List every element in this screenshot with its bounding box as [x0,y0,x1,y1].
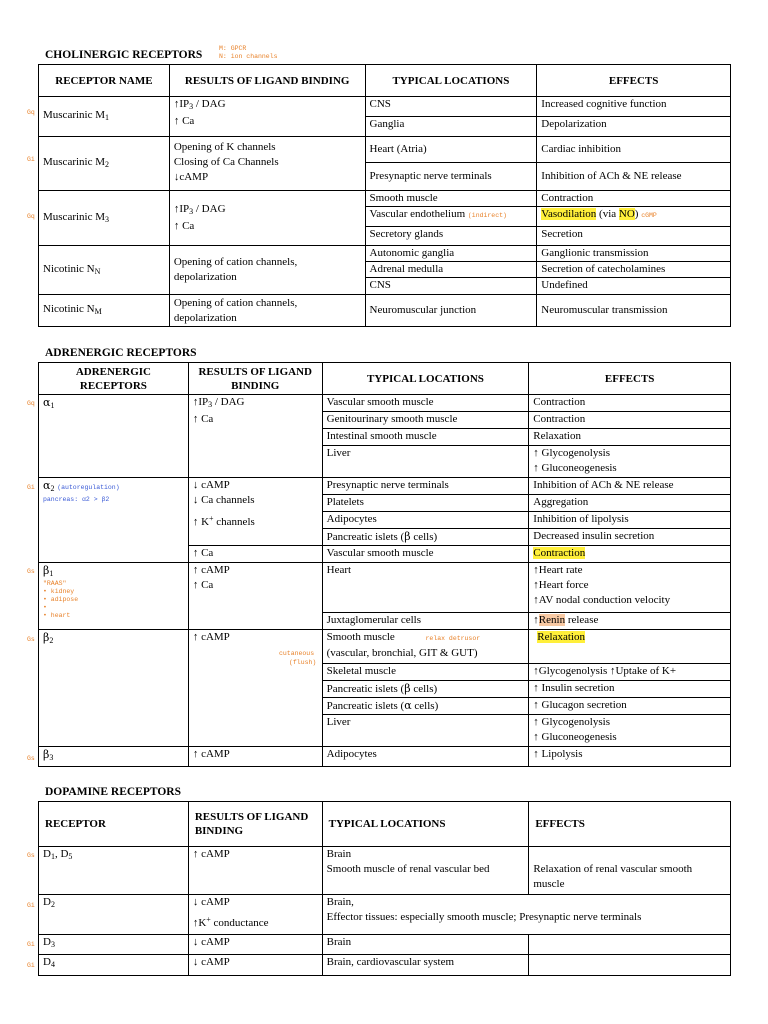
location-cell: Intestinal smooth muscle [322,429,529,446]
table-row [39,935,731,955]
location-cell: CNS [365,97,537,117]
effect-cell: Secretion of catecholamines [537,262,731,278]
gq-tag: Gq [27,213,35,220]
effect-cell [529,955,731,976]
effect-cell [529,935,731,955]
gi-tag: Gi [27,962,35,969]
effect-cell: Inhibition of lipolysis [529,512,731,529]
gs-tag: Gs [27,755,35,762]
col-results: RESULTS OF LIGAND BINDING [188,802,322,847]
location-cell: Presynaptic nerve terminals [365,163,537,191]
receptor-cell: $D_2$ [39,895,189,935]
effect-cell: Undefined [537,278,731,295]
location-cell: Adrenal medulla [365,262,537,278]
results-cell: ↑ cAMP [188,747,322,767]
effect-cell: Relaxation [529,630,731,664]
table-row [39,895,731,935]
results-cell: ↓ cAMP ↓ Ca channels ↑ K+ channels [188,478,322,546]
effect-cell: Secretion [537,227,731,246]
location-cell: CNS [365,278,537,295]
receptor-cell: Muscarinic $M_3$ [39,191,170,246]
col-effects: EFFECTS [529,363,731,395]
results-cell: Opening of cation channels, depolarization [169,246,365,295]
location-cell: Brain [322,935,529,955]
receptor-cell: $D_4$ [39,955,189,976]
gi-tag: Gi [27,156,35,163]
location-cell: Smooth muscle [365,191,537,207]
col-effects: EFFECTS [529,802,731,847]
results-cell: Opening of K channels Closing of Ca Channels ↓cAMP [169,137,365,191]
table-row [39,246,731,262]
effect-cell: ↑Heart rate ↑Heart force ↑AV nodal conduction velocity [529,563,731,613]
location-cell: Neuromuscular junction [365,295,537,327]
results-cell: ↑ cAMP [188,630,322,747]
location-cell: Heart [322,563,529,613]
effect-cell: Relaxation of renal vascular smooth muscle [529,847,731,895]
results-cell: ↑ Ca [188,546,322,563]
col-locations: TYPICAL LOCATIONS [322,802,529,847]
location-cell: Liver [322,446,529,478]
location-cell: Vascular smooth muscle [322,546,529,563]
effect-cell: Contraction [529,412,731,429]
table-row [39,478,731,495]
effect-cell: Contraction [529,546,731,563]
receptor-cell: Nicotinic $N_N$ [39,246,170,295]
effect-cell: Relaxation [529,429,731,446]
col-results: RESULTS OF LIGAND BINDING [188,363,322,395]
gq-tag: Gq [27,400,35,407]
location-cell: Presynaptic nerve terminals [322,478,529,495]
header-row [39,65,731,97]
table-row [39,395,731,412]
effect-cell: Neuromuscular transmission [537,295,731,327]
effect-cell: Contraction [529,395,731,412]
table-row [39,137,731,163]
receptor-cell: $\beta_2$ [39,630,189,747]
receptor-cell: $\beta_1$ "RAAS" • kidney • adipose • • heart [39,563,189,630]
location-cell: Brain Smooth muscle of renal vascular bed [322,847,529,895]
results-cell: ↑ cAMP ↑ Ca [188,563,322,630]
receptor-cell: $\alpha_2$ (autoregulation) pancreas: α2 > β2 [39,478,189,563]
col-effects: EFFECTS [537,65,731,97]
location-cell: Brain, Effector tissues: especially smooth muscle; Presynaptic nerve terminals [322,895,730,935]
cholinergic-title: CHOLINERGIC RECEPTORS [45,49,203,61]
location-cell: Secretory glands [365,227,537,246]
adrenergic-table [38,362,731,767]
location-cell: Adipocytes [322,512,529,529]
location-cell: Brain, cardiovascular system [322,955,529,976]
location-cell: Pancreatic islets (α cells) [322,698,529,715]
receptor-cell: Muscarinic $M_2$ [39,137,170,191]
ion-channel-note: N: ion channels [219,53,278,60]
col-receptor: ADRENERGIC RECEPTORS [39,363,189,395]
location-cell: Pancreatic islets (β cells) [322,529,529,546]
dopamine-title: DOPAMINE RECEPTORS [45,786,181,798]
receptor-cell: $D_1$, $D_5$ [39,847,189,895]
effect-cell: ↑ Glucagon secretion [529,698,731,715]
cutaneous-note: cutaneous [279,650,315,657]
location-cell: Vascular endothelium (indirect) [365,207,537,227]
effect-cell: Decreased insulin secretion [529,529,731,546]
table-row [39,295,731,327]
effect-cell: ↑Glycogenolysis ↑Uptake of K+ [529,664,731,681]
gi-tag: Gi [27,941,35,948]
effect-cell: Depolarization [537,117,731,137]
results-cell: $↑IP_3$ / DAG ↑ Ca [169,191,365,246]
header-row [39,363,731,395]
table-row [39,955,731,976]
location-cell: Platelets [322,495,529,512]
effect-cell: ↑ Insulin secretion [529,681,731,698]
effect-cell: Vasodilation (via NO) cGMP [537,207,731,227]
results-cell: ↓ cAMP ↑K+ conductance [188,895,322,935]
table-row [39,630,731,664]
results-cell: ↓ cAMP [188,955,322,976]
gs-tag: Gs [27,636,35,643]
receptor-cell: Nicotinic $N_M$ [39,295,170,327]
location-cell: Pancreatic islets (β cells) [322,681,529,698]
table-row [39,97,731,117]
effect-cell: ↑ Lipolysis [529,747,731,767]
cholinergic-table [38,64,731,327]
receptor-cell: $\beta_3$ [39,747,189,767]
results-cell: Opening of cation channels, depolarization [169,295,365,327]
col-locations: TYPICAL LOCATIONS [365,65,537,97]
effect-cell: ↑Renin release [529,613,731,630]
location-cell: Adipocytes [322,747,529,767]
location-cell: Liver [322,715,529,747]
results-cell: $↑IP_3$ / DAG ↑ Ca [188,395,322,478]
col-receptor: RECEPTOR [39,802,189,847]
gi-tag: Gi [27,484,35,491]
receptor-cell: $\alpha_1$ [39,395,189,478]
effect-cell: Inhibition of ACh & NE release [529,478,731,495]
effect-cell: ↑ Glycogenolysis ↑ Gluconeogenesis [529,446,731,478]
location-cell: Vascular smooth muscle [322,395,529,412]
results-cell: $↑IP_3$ / DAG ↑ Ca [169,97,365,137]
location-cell: Autonomic ganglia [365,246,537,262]
table-row [39,563,731,613]
col-results: RESULTS OF LIGAND BINDING [169,65,365,97]
dopamine-table [38,801,731,976]
results-cell: ↑ cAMP [188,847,322,895]
location-cell: Genitourinary smooth muscle [322,412,529,429]
table-row [39,847,731,895]
col-locations: TYPICAL LOCATIONS [322,363,529,395]
effect-cell: Increased cognitive function [537,97,731,117]
table-row [39,747,731,767]
table-row [39,191,731,207]
gi-tag: Gi [27,902,35,909]
results-cell: ↓ cAMP [188,935,322,955]
gq-tag: Gq [27,109,35,116]
location-cell: Skeletal muscle [322,664,529,681]
location-cell: Ganglia [365,117,537,137]
receptor-cell: $D_3$ [39,935,189,955]
col-receptor-name: RECEPTOR NAME [39,65,170,97]
effect-cell: Inhibition of ACh & NE release [537,163,731,191]
gpcr-note: M: GPCR [219,45,247,52]
header-row [39,802,731,847]
effect-cell: Ganglionic transmission [537,246,731,262]
gs-tag: Gs [27,852,35,859]
location-cell: Smooth muscle relax detrusor (vascular, bronchial, GIT & GUT) [322,630,529,664]
effect-cell: Aggregation [529,495,731,512]
receptor-cell: Muscarinic $M_1$ [39,97,170,137]
location-cell: Juxtaglomerular cells [322,613,529,630]
gs-tag: Gs [27,568,35,575]
location-cell: Heart (Atria) [365,137,537,163]
effect-cell: Contraction [537,191,731,207]
flush-note: (flush) [289,659,317,666]
adrenergic-title: ADRENERGIC RECEPTORS [45,347,197,359]
effect-cell: Cardiac inhibition [537,137,731,163]
effect-cell: ↑ Glycogenolysis ↑ Gluconeogenesis [529,715,731,747]
